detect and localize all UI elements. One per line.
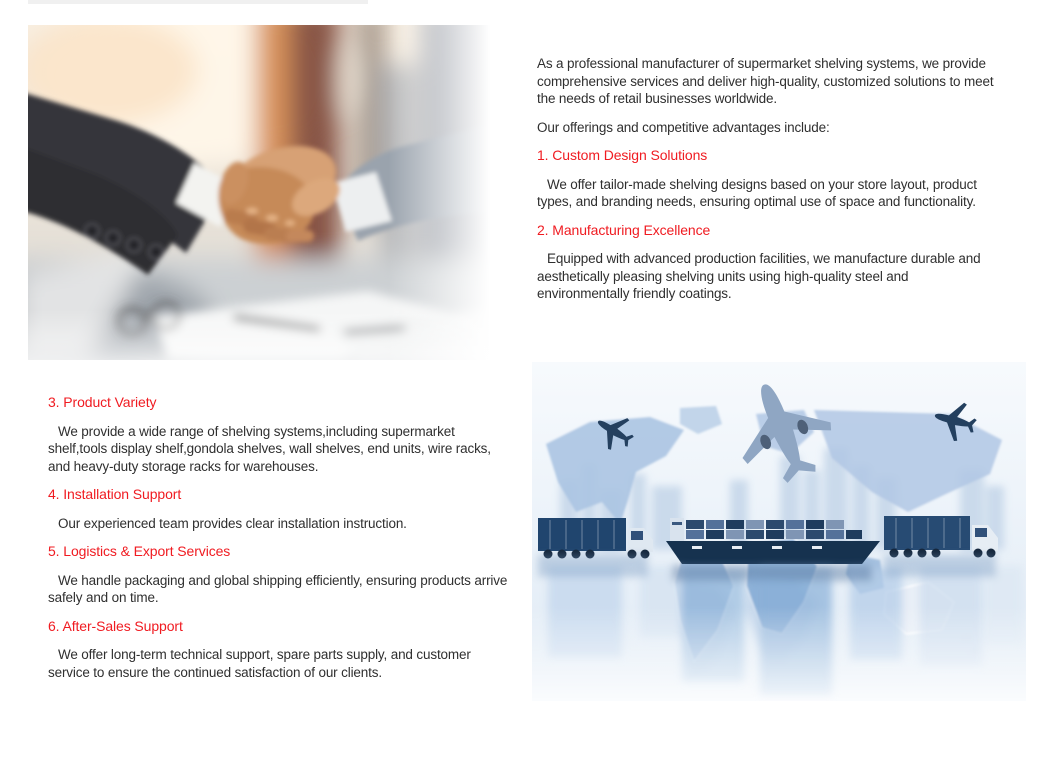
top-divider: [28, 0, 368, 4]
intro-paragraph: As a professional manufacturer of supermarket shelving systems, we provide comprehensive services and deliver high-quality, customized solutions to meet the needs of retail businesses worldwide.: [537, 56, 994, 106]
section-heading-4: 4. Installation Support: [48, 486, 182, 502]
handshake-photo: [28, 25, 490, 360]
section-heading-5: 5. Logistics & Export Services: [48, 543, 231, 559]
logistics-illustration: [532, 362, 1026, 701]
section-heading-1: 1. Custom Design Solutions: [537, 147, 708, 163]
section-body-3: We provide a wide range of shelving systems,including supermarket shelf,tools display shelf,gondola shelves, wall shelves, end units, wire racks, and heavy-duty storage racks for warehouses.: [48, 423, 491, 474]
section-heading-2: 2. Manufacturing Excellence: [537, 221, 711, 238]
section-heading-6: 6. After-Sales Support: [48, 617, 183, 634]
section-body-2: Equipped with advanced production facilities, we manufacture durable and aesthetically pleasing shelving units using high-quality steel and environmentally friendly coatings.: [537, 251, 981, 301]
section-body-4: Our experienced team provides clear installation instruction.: [58, 515, 407, 531]
handshake-illustration: [28, 25, 490, 360]
section-body-6: We offer long-term technical support, spare parts supply, and customer service to ensure the continued satisfaction of our clients.: [48, 647, 471, 680]
section-heading-3: 3. Product Variety: [48, 394, 157, 410]
left-column: [48, 394, 510, 692]
right-column: [537, 55, 1004, 314]
intro-lead-in: Our offerings and competitive advantages include:: [537, 119, 830, 135]
logistics-photo: [532, 362, 1026, 701]
section-body-1: We offer tailor-made shelving designs based on your store layout, product types, and branding needs, ensuring optimal use of space and functionality.: [537, 176, 977, 209]
section-body-5: We handle packaging and global shipping efficiently, ensuring products arrive safely and on time.: [48, 572, 508, 605]
